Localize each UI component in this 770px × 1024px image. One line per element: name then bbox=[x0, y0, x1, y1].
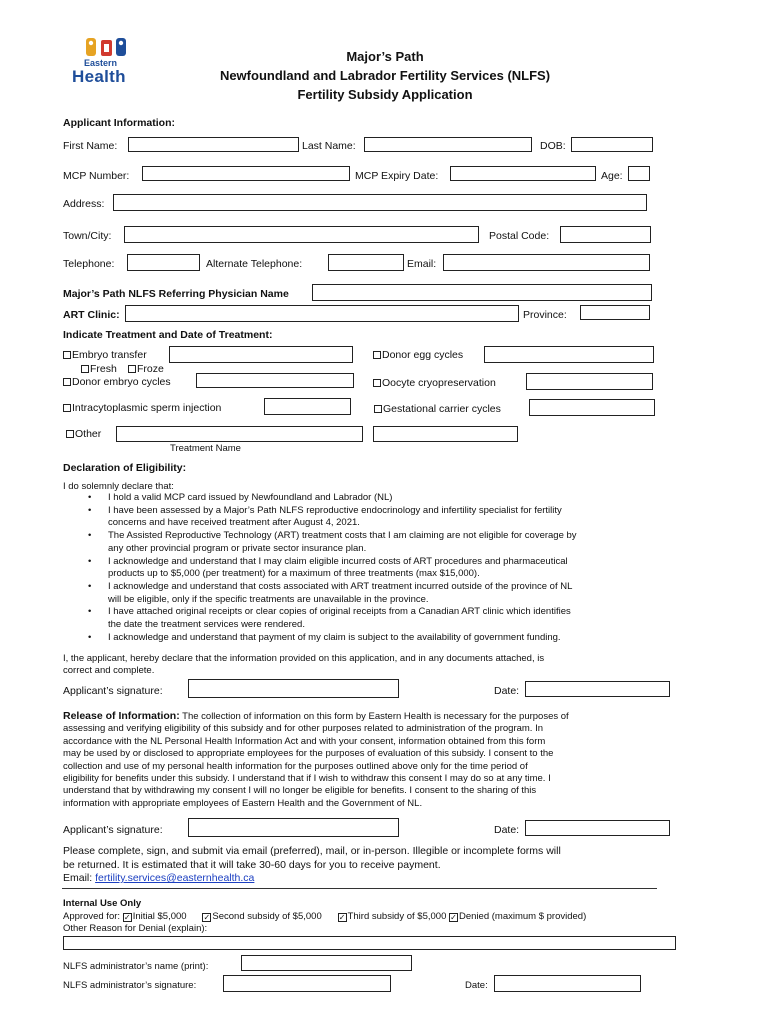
section-divider bbox=[62, 888, 657, 889]
province-label: Province: bbox=[523, 309, 567, 321]
other-option[interactable] bbox=[66, 428, 101, 440]
submit-instructions: Please complete, sign, and submit via email (preferred), mail, or in-person. Illegible or incomplete forms will be returned. It is estimated that it will take 30-60 days for you to receive payment. Email: fertility.services@easternhealth.ca bbox=[63, 845, 561, 884]
fresh-option[interactable] bbox=[81, 363, 117, 375]
age-label: Age: bbox=[601, 170, 623, 182]
froze-option[interactable] bbox=[128, 363, 164, 375]
initial-checkbox[interactable]: ✓ bbox=[123, 913, 131, 922]
physician-field[interactable] bbox=[312, 284, 652, 301]
address-field[interactable] bbox=[113, 194, 647, 211]
dob-field[interactable] bbox=[571, 137, 653, 152]
other-treatment-date-field[interactable] bbox=[373, 426, 518, 442]
declaration-list bbox=[108, 492, 688, 644]
release-date-field[interactable] bbox=[525, 820, 670, 836]
declaration-date-label: Date: bbox=[494, 685, 520, 697]
alt-telephone-field[interactable] bbox=[328, 254, 404, 271]
address-label: Address: bbox=[63, 198, 105, 210]
title-line1: Major’s Path bbox=[346, 49, 424, 64]
donor-egg-option[interactable] bbox=[373, 349, 463, 361]
admin-signature-field[interactable] bbox=[223, 975, 391, 992]
declaration-item: • I acknowledge and understand that payment of my claim is subject to the availability of government funding. bbox=[108, 632, 688, 645]
submit-email-label: Email: bbox=[63, 872, 93, 884]
physician-label: Major’s Path NLFS Referring Physician Name bbox=[63, 288, 289, 300]
declaration-heading: Declaration of Eligibility: bbox=[63, 462, 187, 474]
logo-text-eastern: Eastern bbox=[84, 58, 118, 68]
release-paragraph: Release of Information: The collection of information on this form by Eastern Health is necessary for the purposes of assessing and verifying eligibility of this subsidy and for other purposes related to administration of the program. In accordance with the NL Personal Health Information Act and with your consent, information obtained from this form may be used by or disclosed to appropriate employees for the purposes of evaluation of this subsidy. I consent to the collection and use of my personal health information for the purposes outlined above only for the time period of eligibility for benefits under this subsidy. I understand that if I wish to withdraw this consent I may do so at any time. I understand that by withdrawing my consent I will no longer be eligible for benefits. I consent to the sharing of this information with appropriate employees of Eastern Health and the Government of NL. bbox=[63, 710, 569, 809]
first-name-field[interactable] bbox=[128, 137, 299, 152]
third-checkbox[interactable]: ✓ bbox=[338, 913, 346, 922]
other-treatment-name-field[interactable] bbox=[116, 426, 363, 442]
embryo-transfer-checkbox[interactable] bbox=[63, 351, 71, 359]
other-reason-label: Other Reason for Denial (explain): bbox=[63, 923, 208, 934]
email-label: Email: bbox=[407, 258, 437, 270]
initial-option[interactable]: ✓ Initial $5,000 bbox=[123, 911, 187, 922]
alt-telephone-label: Alternate Telephone: bbox=[206, 258, 303, 270]
telephone-label: Telephone: bbox=[63, 258, 115, 270]
declaration-item: • The Assisted Reproductive Technology (ART) treatment costs that I am claiming are not eligible for coverage by any other provincial program or private sector insurance plan. bbox=[108, 530, 688, 555]
donor-embryo-checkbox[interactable] bbox=[63, 378, 71, 386]
logo-text-health: Health bbox=[72, 67, 126, 86]
other-reason-field[interactable] bbox=[63, 936, 676, 950]
email-field[interactable] bbox=[443, 254, 650, 271]
donor-embryo-date-field[interactable] bbox=[196, 373, 354, 388]
third-option[interactable]: ✓ Third subsidy of $5,000 bbox=[338, 911, 447, 922]
declaration-item: • I acknowledge and understand that costs associated with ART treatment incurred outside of the province of NL will be eligible, only if the specific treatments are unavailable in the province. bbox=[108, 581, 688, 606]
submit-email-link[interactable]: fertility.services@easternhealth.ca bbox=[95, 872, 255, 884]
oocyte-option[interactable] bbox=[373, 377, 496, 389]
declaration-statement: I, the applicant, hereby declare that the information provided on this application, and in any documents attached, is correct and complete. bbox=[63, 653, 545, 677]
title-line2: Newfoundland and Labrador Fertility Services (NLFS) bbox=[219, 68, 551, 83]
froze-label: Froze bbox=[137, 363, 164, 375]
art-clinic-label: ART Clinic: bbox=[63, 309, 120, 321]
froze-checkbox[interactable] bbox=[128, 365, 136, 373]
mcp-number-field[interactable] bbox=[142, 166, 350, 181]
treatment-name-caption: Treatment Name bbox=[170, 443, 241, 454]
town-field[interactable] bbox=[124, 226, 479, 243]
mcp-expiry-field[interactable] bbox=[450, 166, 596, 181]
icsi-date-field[interactable] bbox=[264, 398, 351, 415]
gestational-date-field[interactable] bbox=[529, 399, 655, 416]
declaration-item: • I acknowledge and understand that I may claim eligible incurred costs of ART procedures and pharmaceutical products up to $5,000 (per treatment) for a maximum of three treatments (max $15,000). bbox=[108, 556, 688, 581]
other-checkbox[interactable] bbox=[66, 430, 74, 438]
second-checkbox[interactable]: ✓ bbox=[203, 913, 211, 922]
embryo-transfer-date-field[interactable] bbox=[169, 346, 353, 363]
donor-egg-date-field[interactable] bbox=[484, 346, 654, 363]
donor-egg-label: Donor egg cycles bbox=[382, 349, 464, 361]
fresh-checkbox[interactable] bbox=[81, 365, 89, 373]
donor-embryo-label: Donor embryo cycles bbox=[72, 376, 171, 388]
approved-for-label: Approved for: bbox=[63, 911, 121, 922]
declaration-intro: I do solemnly declare that: bbox=[63, 481, 174, 492]
release-signature-label: Applicant’s signature: bbox=[63, 824, 163, 836]
title-line3: Fertility Subsidy Application bbox=[297, 87, 473, 102]
gestational-option[interactable] bbox=[374, 403, 501, 415]
other-label: Other bbox=[75, 428, 102, 440]
fresh-label: Fresh bbox=[90, 363, 117, 375]
treatment-heading: Indicate Treatment and Date of Treatment: bbox=[63, 329, 273, 341]
dob-label: DOB: bbox=[540, 140, 566, 152]
icsi-label: Intracytoplasmic sperm injection bbox=[72, 402, 222, 414]
art-clinic-field[interactable] bbox=[125, 305, 519, 322]
admin-name-label: NLFS administrator’s name (print): bbox=[63, 961, 209, 972]
release-heading: Release of Information: bbox=[63, 710, 180, 722]
mcp-expiry-label: MCP Expiry Date: bbox=[355, 170, 439, 182]
donor-embryo-option[interactable] bbox=[63, 376, 171, 388]
approved-for-row bbox=[63, 911, 586, 923]
last-name-label: Last Name: bbox=[302, 140, 356, 152]
declaration-item: • I have been assessed by a Major’s Path NLFS reproductive endocrinology and infertility specialist for fertility concerns and have received treatment after August 4, 2021. bbox=[108, 505, 688, 530]
embryo-transfer-option[interactable] bbox=[63, 349, 147, 361]
first-name-label: First Name: bbox=[63, 140, 118, 152]
gestational-label: Gestational carrier cycles bbox=[383, 403, 501, 415]
release-signature-field[interactable] bbox=[188, 818, 399, 837]
denied-option[interactable]: ✓ Denied (maximum $ provided) bbox=[450, 911, 587, 922]
province-field[interactable] bbox=[580, 305, 650, 320]
mcp-number-label: MCP Number: bbox=[63, 170, 130, 182]
icsi-checkbox[interactable] bbox=[63, 404, 71, 412]
admin-name-field[interactable] bbox=[241, 955, 412, 971]
town-label: Town/City: bbox=[63, 230, 112, 242]
declaration-item: • I have attached original receipts or clear copies of original receipts from a Canadian ART clinic which identifies the date the treatment services were rendered. bbox=[108, 606, 688, 631]
admin-date-label: Date: bbox=[465, 980, 488, 991]
declaration-signature-label: Applicant’s signature: bbox=[63, 685, 163, 697]
last-name-field[interactable] bbox=[364, 137, 532, 152]
declaration-item: • I hold a valid MCP card issued by Newfoundland and Labrador (NL) bbox=[108, 492, 688, 505]
declaration-date-field[interactable] bbox=[525, 681, 670, 697]
oocyte-label: Oocyte cryopreservation bbox=[382, 377, 496, 389]
admin-signature-label: NLFS administrator’s signature: bbox=[63, 980, 197, 991]
release-date-label: Date: bbox=[494, 824, 520, 836]
telephone-field[interactable] bbox=[127, 254, 200, 271]
denied-checkbox[interactable]: ✓ bbox=[450, 913, 457, 922]
internal-heading: Internal Use Only bbox=[63, 898, 142, 909]
embryo-transfer-label: Embryo transfer bbox=[72, 349, 147, 361]
gestational-checkbox[interactable] bbox=[374, 405, 382, 413]
postal-code-field[interactable] bbox=[560, 226, 651, 243]
age-field[interactable] bbox=[628, 166, 650, 181]
icsi-option[interactable] bbox=[63, 402, 221, 414]
declaration-signature-field[interactable] bbox=[188, 679, 399, 698]
oocyte-checkbox[interactable] bbox=[373, 379, 381, 387]
postal-code-label: Postal Code: bbox=[489, 230, 550, 242]
applicant-info-heading: Applicant Information: bbox=[63, 117, 175, 129]
oocyte-date-field[interactable] bbox=[526, 373, 653, 390]
donor-egg-checkbox[interactable] bbox=[373, 351, 381, 359]
second-option[interactable]: ✓ Second subsidy of $5,000 bbox=[203, 911, 322, 922]
admin-date-field[interactable] bbox=[494, 975, 641, 992]
